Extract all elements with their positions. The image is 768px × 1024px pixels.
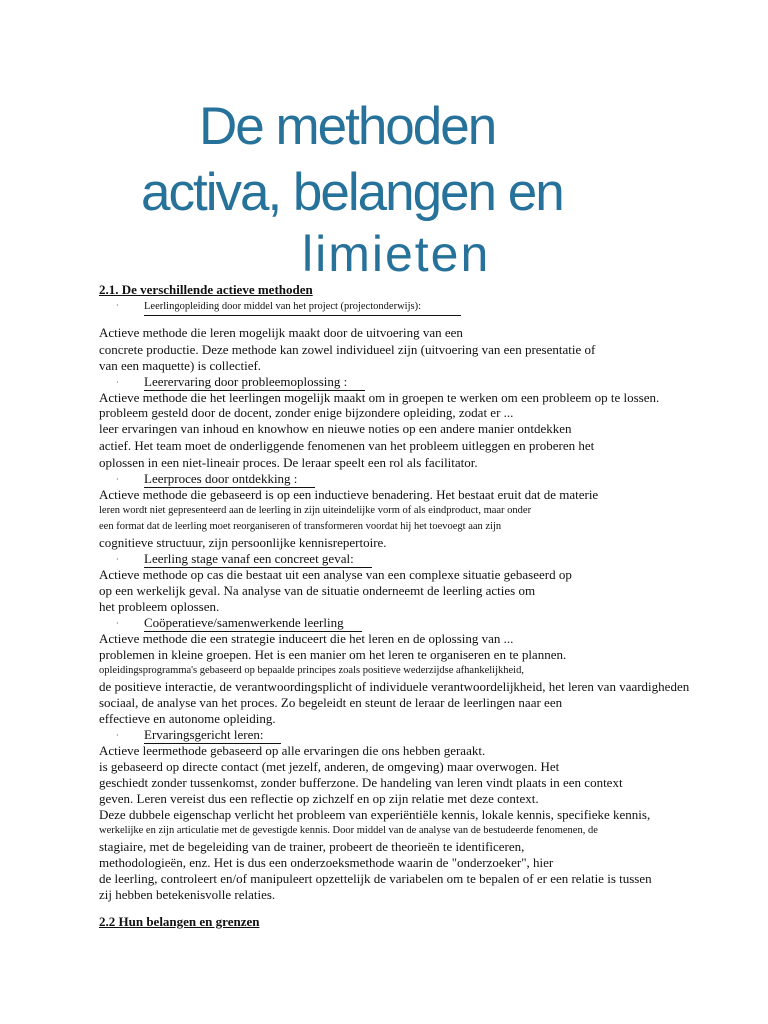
paragraph-line: oplossen in een niet-lineair proces. De leraar speelt een rol als facilitator. [99, 455, 478, 470]
bullet-label: Leerlingopleiding door middel van het project (projectonderwijs): [144, 299, 461, 316]
paragraph-line: Actieve methode die het leerlingen mogelijk maakt om in groepen te werken om een probleem op te lossen. [99, 390, 660, 405]
bullet-label: Coöperatieve/samenwerkende leerling [144, 615, 362, 632]
bullet-icon: · [116, 619, 119, 629]
paragraph-line: geschiedt zonder tussenkomst, zonder bufferzone. De handeling van leren vindt plaats in een context [99, 775, 623, 790]
paragraph-line: leren wordt niet gepresenteerd aan de leerling in zijn uiteindelijke vorm of als eindproduct, maar onder [99, 505, 532, 516]
paragraph-line: probleem gesteld door de docent, zonder enige bijzondere opleiding, zodat er ... [99, 405, 514, 420]
section-heading-2-1: 2.1. De verschillende actieve methoden [99, 282, 313, 297]
paragraph-line: de positieve interactie, de verantwoordingsplicht of individuele verantwoordelijkheid, het leren van vaardigheden [99, 679, 690, 694]
bullet-label: Leerervaring door probleemoplossing : [144, 374, 365, 391]
paragraph-line: Actieve methode op cas die bestaat uit een analyse van een complexe situatie gebaseerd op [99, 567, 572, 582]
bullet-item [116, 297, 461, 316]
bullet-icon: · [116, 731, 119, 741]
paragraph-line: werkelijke en zijn articulatie met de gevestigde kennis. Door middel van de analyse van de bestudeerde fenomenen, de [99, 825, 598, 836]
paragraph-line: methodologieën, enz. Het is dus een onderzoeksmethode waarin de "onderzoeker", hier [99, 855, 554, 870]
paragraph-line: zij hebben betekenisvolle relaties. [99, 887, 276, 902]
bullet-icon: · [116, 475, 119, 485]
paragraph-line: is gebaseerd op directe contact (met jezelf, anderen, de omgeving) maar overwogen. Het [99, 759, 560, 774]
paragraph-line: Actieve methode die gebaseerd is op een inductieve benadering. Het bestaat eruit dat de materie [99, 487, 599, 502]
paragraph-line: op een werkelijk geval. Na analyse van de situatie onderneemt de leerling acties om [99, 583, 536, 598]
bullet-icon: · [116, 301, 119, 311]
paragraph-line: Actieve leermethode gebaseerd op alle ervaringen die ons hebben geraakt. [99, 743, 486, 758]
paragraph-line: sociaal, de analyse van het proces. Zo begeleidt en steunt de leraar de leerlingen naar een [99, 695, 563, 710]
paragraph-line: effectieve en autonome opleiding. [99, 711, 276, 726]
bullet-label: Leerling stage vanaf een concreet geval: [144, 551, 372, 568]
paragraph-line: geven. Leren vereist dus een reflectie op zichzelf en op zijn relatie met deze context. [99, 791, 539, 806]
bullet-item [116, 615, 362, 632]
bullet-item [116, 374, 365, 391]
paragraph-line: problemen in kleine groepen. Het is een manier om het leren te organiseren en te plannen. [99, 647, 567, 662]
paragraph-line: Actieve methode die een strategie induceert die het leren en de oplossing van ... [99, 631, 514, 646]
paragraph-line: stagiaire, met de begeleiding van de trainer, probeert de theorieën te identificeren, [99, 839, 525, 854]
paragraph-line: Actieve methode die leren mogelijk maakt door de uitvoering van een [99, 325, 463, 340]
bullet-label: Leerproces door ontdekking : [144, 471, 315, 488]
paragraph-line: van een maquette) is collectief. [99, 358, 262, 373]
bullet-icon: · [116, 378, 119, 388]
paragraph-line: concrete productie. Deze methode kan zowel individueel zijn (uitvoering van een presentatie of [99, 342, 596, 357]
paragraph-line: leer ervaringen van inhoud en knowhow en nieuwe noties op een andere manier ontdekken [99, 421, 572, 436]
paragraph-line: actief. Het team moet de onderliggende fenomenen van het probleem uitleggen en proberen het [99, 438, 595, 453]
paragraph-line: een format dat de leerling moet reorganiseren of transformeren voordat hij het toevoegt aan zijn [99, 521, 502, 532]
paragraph-line: cognitieve structuur, zijn persoonlijke kennisrepertoire. [99, 535, 387, 550]
paragraph-line: Deze dubbele eigenschap verlicht het probleem van experiëntiële kennis, lokale kennis, specifieke kennis, [99, 807, 651, 822]
paragraph-line: opleidingsprogramma's gebaseerd op bepaalde principes zoals positieve wederzijdse afhankelijkheid, [99, 665, 524, 676]
bullet-item [116, 471, 315, 488]
bullet-item [116, 727, 281, 744]
bullet-label: Ervaringsgericht leren: [144, 727, 281, 744]
bullet-item [116, 551, 372, 568]
paragraph-line: het probleem oplossen. [99, 599, 220, 614]
bullet-icon: · [116, 555, 119, 565]
paragraph-line: de leerling, controleert en/of manipuleert opzettelijk de variabelen om te bepalen of er een relatie is tussen [99, 871, 652, 886]
section-heading-2-2: 2.2 Hun belangen en grenzen [99, 914, 260, 929]
